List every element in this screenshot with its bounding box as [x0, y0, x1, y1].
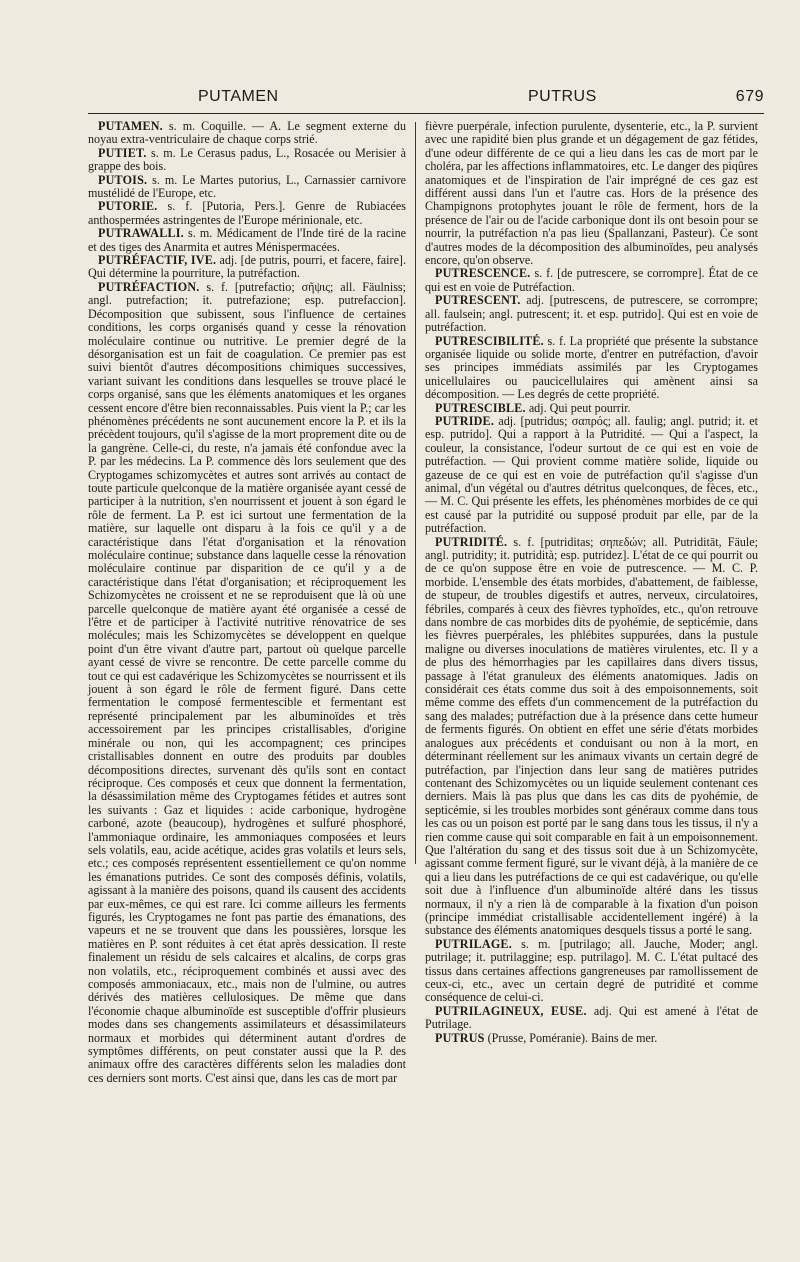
dictionary-entry — [88, 120, 406, 147]
dictionary-entry — [88, 174, 406, 201]
dictionary-entry — [425, 120, 758, 267]
entry-text: s. m. [putrilago; all. Jauche, Moder; angl. putrilage; it. putrilaggine; esp. putrilago]. M. C. L'état pultacé des tissus dans certaines affections gangreneuses par ramollissement de ceux-ci, etc., avec un certain degré de putridité et comme conséquence de celui-ci. — [425, 936, 758, 1005]
entry-headword: PUTRESCIBILITÉ. — [435, 333, 544, 348]
entry-headword: PUTRIDITÉ. — [435, 534, 508, 549]
entry-headword: PUTOIS. — [98, 172, 148, 187]
dictionary-entry — [88, 200, 406, 227]
entry-text: s. f. [putriditas; σηπεδών; all. Putriditāt, Fäule; angl. putridity; it. putridità; esp. putridez]. L'état de ce qui pourrit ou de ce qu'on suppose être en voie de putrescence. — M. C. P. morbide. L'ensemble des états morbides, d'abattement, de faiblesse, de stupeur, de troubles digestifs et autres, nerveux, circulatoires, fébriles, comparés à ceux des fièvres typhoïdes, etc., qu'on retrouve dans nombre de cas morbides dits de pyohémie, de septicémie, dans les fièvres puerpérales, les phlébites suppurées, dans la pustule maligne ou diverses inoculations de matières virulentes, etc. Il y a de plus des hémorrhagies par les capillaires dans divers tissus, passage à l'état granuleux des éléments anatomiques. Jadis on considérait ces états comme dus soit à des empoisonnements, soit même comme des effets d'un commencement de la putréfaction du sang des malades; putréfaction due à la présence dans cette humeur de ferments figurés. On obtient en effet une série d'états morbides analogues aux précédents et conduisant ou non à la mort, en déterminant réellement sur les animaux vivants un certain degré de putréfaction, par l'injection dans leur sang de matières putrides contenant des Schizomycètes ou un liquide seulement contenant ces derniers. Mais là pas plus que dans les cas dits de pyohémie, de septicémie, si les troubles morbides sont généraux comme dans tous les cas ou un poison est porté par le sang dans tous les tissus, il n'y a rien comme cause qui soit comparable en fait à un empoisonnement. Que l'altération du sang et des tissus soit due à un Schizomycète, agissant comme ferment figuré, sur le vivant déjà, à la manière de ce qui a lieu dans les putréfactions de ce qui est cadavérique, ou qu'elle soit due à l'influence d'un albuminoïde altéré dans les tissus normaux, il n'y a rien là de comparable à la fixation d'un poison (principe immédiat cristallisable accidentellement ingéré) à la substance des éléments anatomiques desquels tissus a porté le sang. — [425, 534, 758, 938]
column-divider — [415, 122, 416, 864]
header-left-word: PUTAMEN — [198, 88, 279, 105]
dictionary-entry — [88, 147, 406, 174]
entry-text: adj. Qui peut pourrir. — [528, 400, 631, 415]
entry-text: fièvre puerpérale, infection purulente, dysenterie, etc., la P. survient avec une rapidité bien plus grande et un dégagement de gaz fétides, d'une odeur différente de ce qui a lieu dans les cas de mort par le choléra, par les affections inflammatoires, etc. Le danger des piqûres anatomiques et de l'inspiration de l'air imprégné de ces gaz est différent aussi dans l'un et l'autre cas. Hors de la présence des Champignons protophytes jouant le rôle de ferment, hors de la présence de l'air ou de l'acide carbonique dont ils ont besoin pour se nourrir, la putréfaction n'a pas lieu (Spallanzani, Pasteur). Ce sont d'autres modes de la décomposition des albuminoïdes, peu analysés encore, qu'on observe. — [425, 119, 758, 268]
entry-text: adj. [putridus; σαπρός; all. faulig; angl. putrid; it. et esp. putrido]. Qui a rapport à la Putridité. — Qui a l'aspect, la couleur, la consistance, l'odeur surtout de ce qui est en voie de putréfaction. — Qui provient comme matière solide, liquide ou gazeuse de ce qui est en voie de putréfaction qu'il s'agisse d'un animal, d'un végétal ou d'autres détritus quelconques, de fèces, etc., — M. C. Qui présente les effets, les phénomènes morbides de ce qui est causé par la putridité ou supposé produit par elle, par de la putréfaction. — [425, 413, 758, 536]
right-column — [425, 120, 758, 1045]
entry-headword: PUTRESCENCE. — [435, 266, 531, 281]
dictionary-entry — [88, 281, 406, 1085]
entry-text: adj. [de putris, pourri, et facere, faire]. Qui détermine la pourriture, la putréfaction. — [88, 253, 406, 281]
header-right-word: PUTRUS — [528, 88, 597, 105]
entry-text: s. f. [de putrescere, se corrompre]. État de ce qui est en voie de Putréfaction. — [425, 266, 758, 294]
entry-text: adj. Qui est amené à l'état de Putrilage. — [425, 1003, 758, 1032]
entry-text: adj. [putrescens, de putrescere, se corrompre; all. faulsein; angl. putrescent; it. et esp. putrido]. Qui est en voie de putréfaction. — [425, 293, 758, 335]
dictionary-entry — [425, 1032, 758, 1045]
entry-text: s. m. Le Cerasus padus, L., Rosacée ou Merisier à grappe des bois. — [88, 145, 406, 174]
page-number: 679 — [735, 88, 764, 105]
dictionary-entry — [425, 402, 758, 415]
entry-headword: PUTRILAGE. — [435, 936, 512, 951]
dictionary-entry — [425, 1005, 758, 1032]
entry-headword: PUTRILAGINEUX, EUSE. — [435, 1003, 587, 1018]
left-column — [88, 120, 406, 1085]
entry-text: s. m. Le Martes putorius, L., Carnassier carnivore mustélidé de l'Europe, etc. — [88, 172, 406, 201]
entry-headword: PUTRESCIBLE. — [435, 400, 526, 415]
dictionary-entry — [425, 335, 758, 402]
entry-text: s. f. La propriété que présente la substance organisée liquide ou solide morte, d'entrer en putréfaction, d'avoir ses principes immédiats assimilés par les Cryptogames unicellulaires ou paucicellulaires qui amènent ainsi sa décomposition. — Les degrés de cette propriété. — [425, 333, 758, 402]
entry-text: s. f. [putrefactio; σῆψις; all. Fäulniss; angl. putrefaction; it. putrefazione; esp. putrefaccion]. Décomposition que subissent, sous l'influence de certaines conditions, les corps organisés quand y cesse la rénovation moléculaire continue ou nutritive. Le premier degré de la désorganisation est un fait de coagulation. Ce premier pas est suivi bientôt d'autres décompositions chimiques successives, variant suivant les conditions dans lesquelles se trouve placé le corps organisé, sans que les éléments anatomiques et les organes cessent encore d'être bien reconnaissables. Puis vient la P.; car les phénomènes précédents ne sont aucunement encore la P. et ils la précèdent toujours, qu'il s'agisse de la mort proprement dite ou de la gangrène. Celle-ci, du reste, n'a jamais été confondue avec la P. par les médecins. La P. commence dès lors seulement que des Cryptogames schizomycètes et autres sont arrivés au contact de toute particule quelconque de la matière organisée ayant cessé de participer à la nutrition, s'en nourrissent et jouent à son égard le rôle de ferment. La P. est ici surtout une fermentation de la matière, sur laquelle ont disparu à la fois ce qu'il y a de caractéristique dans l'état d'organisation et la rénovation moléculaire continue; substance dans laquelle cesse la rénovation moléculaire continue par disparition de ce qu'il y a de caractéristique dans l'état d'organisation; et réciproquement les Schizomycètes ne croissent et ne se reproduisent que là où une parcelle quelconque de matière ayant été organisée a cessé de l'être et de participer à l'activité nutritive rénovatrice de ses molécules; mais les Schizomycètes se développent en quelque point d'un être vivant d'autre part, partout où quelque parcelle ayant cessé de vivre se rencontre. De cette parcelle comme du tout ce qui est cadavérique les Schizomycètes se nourrissent et ils jouent à son égard le rôle de ferment figuré. Dans cette fermentation le composé fermentescible et fermentant est représenté principalement par les albuminoïdes et très accessoirement par les principes cristallisables, d'origine minérale ou non, qui les accompagnent; ces principes cristallisables donnent en outre des produits par doubles décompositions directes, survenant dès qu'ils sont en contact réciproque. Ces composés et ceux que donnent la fermentation, la désassimilation même des Cryptogames fétides et autres sont les suivants : Gaz et liquides : acide carbonique, hydrogène carboné, azote (beaucoup), hydrogènes et sulfuré phosphoré, l'ammoniaque ordinaire, les ammoniaques composées et leurs sels volatils, eau, acide acétique, acides gras volatils et leurs sels, etc.; ces composés représentent essentiellement ce qu'on nomme les émanations putrides. Ce sont des composés définis, volatils, agissant à la manière des poisons, quand ils causent des accidents par eux-mêmes, ce qui est rare. Ici comme ailleurs les ferments figurés, les Cryptogames ne font pas partie des émanations, des vapeurs et ne se trouvent que dans les poussières, lorsque les matières en P. sont réduites à cet état après dessication. Il reste finalement un résidu de sels calcaires et alcalins, de corps gras non volatils, etc., réciproquement combinés et aussi avec des composés ammoniacaux, etc., mais non de l'ulmine, ou autres dérivés des matières cellulosiques. De même que dans l'économie chaque albuminoïde est susceptible d'offrir plusieurs modes dans ses changements assimilateurs et désassimilateurs normaux et morbides qui déterminent autant d'ordres de symptômes différents, on peut constater aussi que la P. des animaux offre des caractères différents selon les maladies dont ces derniers sont morts. C'est ainsi que, dans les cas de mort par — [88, 279, 406, 1085]
running-header — [88, 88, 764, 110]
entry-headword: PUTRÉFACTION. — [98, 279, 200, 294]
entry-headword: PUTORIE. — [98, 199, 158, 214]
dictionary-entry — [425, 415, 758, 536]
dictionary-entry — [425, 536, 758, 938]
entry-headword: PUTIET. — [98, 145, 147, 160]
entry-text: s. m. Médicament de l'Inde tiré de la racine et des tiges des Anarmita et autres Ménispermacées. — [88, 226, 407, 254]
entry-headword: PUTAMEN. — [98, 119, 163, 133]
header-rule — [88, 113, 764, 114]
dictionary-entry — [425, 267, 758, 294]
entry-headword: PUTRIDE. — [435, 413, 495, 428]
entry-headword: PUTRUS — [435, 1030, 485, 1045]
dictionary-entry — [425, 938, 758, 1005]
entry-headword: PUTRÉFACTIF, IVE. — [98, 253, 217, 268]
dictionary-entry — [88, 227, 406, 254]
entry-text: s. f. [Putoria, Pers.]. Genre de Rubiacées anthospermées astringentes de l'Europe mérinionale, etc. — [88, 199, 406, 227]
entry-text: s. m. Coquille. — A. Le segment externe du noyau extra-ventriculaire de chaque corps strié. — [88, 119, 406, 147]
dictionary-entry — [88, 254, 406, 281]
entry-headword: PUTRAWALLI. — [98, 226, 184, 241]
entry-headword: PUTRESCENT. — [435, 293, 521, 308]
entry-text: (Prusse, Poméranie). Bains de mer. — [487, 1030, 658, 1045]
dictionary-entry — [425, 294, 758, 334]
